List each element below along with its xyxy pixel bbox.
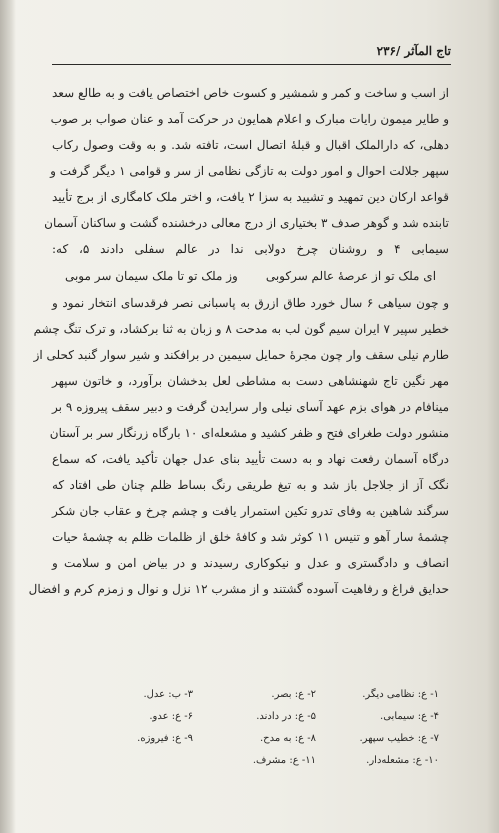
- footnote: ۲- ع: بصر.: [271, 689, 316, 700]
- footnote: ۷- ع: خطیب سپهر.: [359, 733, 439, 744]
- text-line: منشور دولت طغرای فتح و ظفر کشید و مشعله‌ای ۱۰ بارگاه زرنگار سر بر آستان: [49, 426, 449, 440]
- footnote: ۱۰- ع: مشعله‌دار.: [366, 755, 439, 766]
- footnote: ۴- ع: سیمابی.: [380, 711, 439, 722]
- text-line: دهلی، که دارالملک اقبال و قبلهٔ اتصال است، تافته شد. و به وقت وصول رکاب: [52, 138, 449, 152]
- text-line: سیمابی ۴ و روشنان چرخ دولابی ندا در عالم سفلی دادند ۵، که:: [52, 242, 449, 256]
- verse-first-hemistich: ای ملک تو از عرصهٔ عالم سرکوبی: [265, 269, 437, 283]
- page-edge-shadow: [487, 0, 499, 833]
- footnote: ۹- ع: فیروزه.: [137, 733, 193, 744]
- body-text: [28, 80, 450, 602]
- text-line: تابنده شد و گوهر صدف ۳ بختیاری از درج معالی درخشنده گشت و ساکنان آسمان: [44, 216, 449, 230]
- text-line: درگاه آسمان رفعت نهاد و به دست تأیید بنای عدل جهان تأکید یافت، که سماع: [52, 452, 449, 466]
- running-header: [52, 42, 451, 65]
- text-line: سپهر جلالت احوال و امور دولت به تازگی نظامی از سر و قوامی ۱ دیگر گرفت و: [50, 164, 449, 178]
- footnotes: [80, 688, 439, 768]
- footnote: ۶- ع: عدو.: [149, 711, 193, 722]
- text-line: قواعد ارکان دین تمهید و تشیید به سزا ۲ یافت، و اختر ملک کامگاری از برج تأیید: [52, 190, 449, 204]
- text-line: حدایق فراغ و رفاهیت آسوده گشتند و از مشرب ۱۲ نزل و نوال و زمزم کرم و افضال: [28, 582, 449, 596]
- text-line: و چون سیاهی ۶ سال خورد طاق ازرق به پاسبانی نصر فرقدسای انتخار نمود و: [52, 296, 449, 310]
- text-line: چشمهٔ سار آهو و تنیس ۱۱ کوثر شد و کافهٔ خلق از ظلمات ظلم به چشمهٔ حیات: [52, 530, 450, 544]
- text-line: مینافام در هوای بزم عهد آسای نیلی وار سرایدن گرفت و دبیر سقف پیروزه ۹ بر: [52, 400, 449, 414]
- footnote: ۳- ب: عدل.: [143, 689, 193, 700]
- text-line: خطیر سپیر ۷ ایران سیم گون لب به مدحت ۸ و زبان به ثنا برکشاد، و ترک تنگ چشم: [33, 322, 449, 336]
- footnote: ۱۱- ع: مشرف.: [252, 755, 316, 766]
- verse: [52, 262, 449, 290]
- footnote: ۱- ع: نظامی دیگر.: [362, 689, 439, 700]
- text-line: نگک آز از جلاجل باز شد و به تیغ طریقی رنگ بساط ظلم چنان طی افتاد که: [52, 478, 449, 492]
- footnote: ۵- ع: در دادند.: [256, 711, 316, 722]
- footnote: ۸- ع: به مدح.: [259, 733, 316, 744]
- footnote: [80, 754, 193, 768]
- text-line: از اسب و ساخت و کمر و شمشیر و کسوت خاص اختصاص یافت و به طالع سعد: [52, 86, 449, 100]
- verse-second-hemistich: وز ملک تو تا ملک سیمان سر موبی: [64, 269, 238, 283]
- text-line: انصاف و دادگستری و عدل و نیکوکاری رسیدند و در بیاض امن و سلامت و: [52, 556, 449, 570]
- running-header-title: تاج المآثر /۲۳۶: [376, 44, 451, 58]
- text-line: و طایر میمون رایات مبارک و اعلام همایون در حرکت آمد و عنان صواب بر صوب: [50, 112, 449, 126]
- text-line: طارم نیلی سقف وار چون مجرهٔ حمایل سیمین در برافکند و شیر سوار گنبد کحلی از: [33, 348, 449, 362]
- text-line: مهر نگین تاج شهنشاهی دست به مشاطی لعل بدخشان برآورد، و خاتون سپهر: [52, 374, 449, 388]
- text-line: سرگند شاهین به وفای تدرو تکین استمرار یافت و چشم چرخ و عقاب جان شکر: [52, 504, 449, 518]
- page-gutter-shadow: [0, 0, 16, 833]
